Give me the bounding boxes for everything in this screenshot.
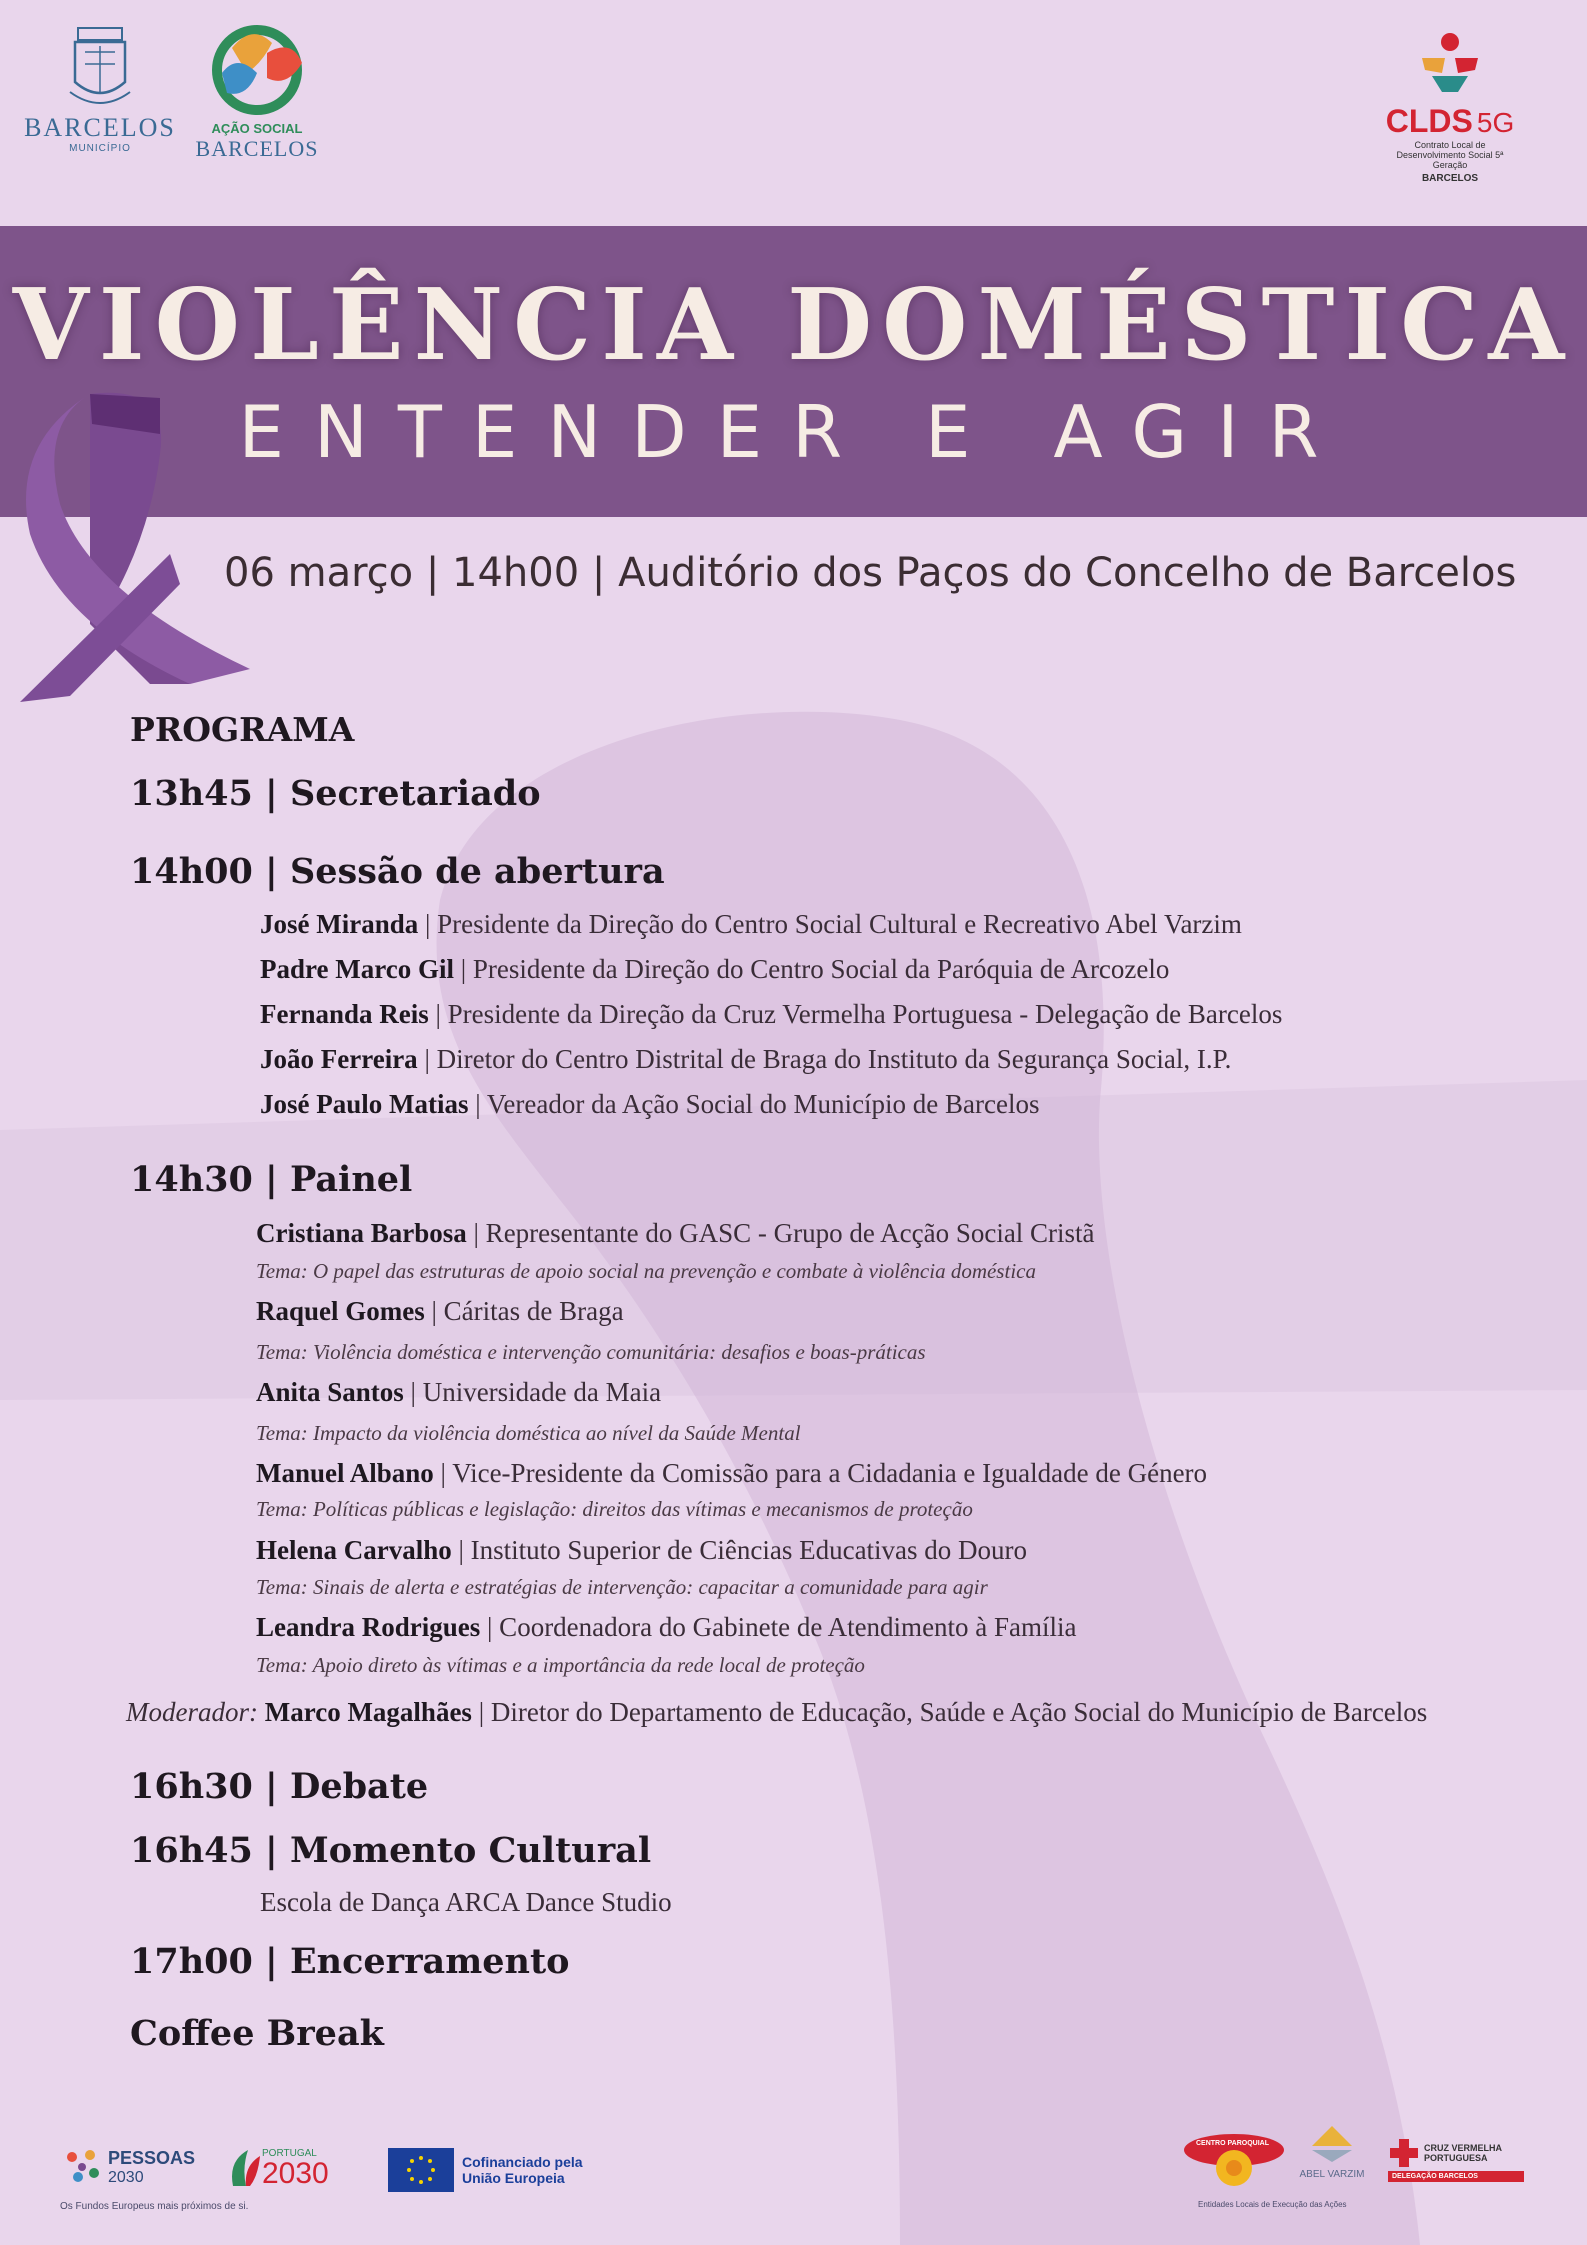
event-info: 06 março | 14h00 | Auditório dos Paços do Concelho de Barcelos <box>224 550 1517 596</box>
abertura-speaker: José Paulo Matias | Vereador da Ação Social do Município de Barcelos <box>260 1089 1040 1119</box>
painel-speaker: Manuel Albano | Vice-Presidente da Comissão para a Cidadania e Igualdade de Género <box>256 1458 1208 1488</box>
eu-text-2: União Europeia <box>462 2170 565 2186</box>
schedule-debate: 16h30 | Debate <box>130 1766 429 1807</box>
schedule-coffee: Coffee Break <box>130 2013 384 2054</box>
main-title: VIOLÊNCIA DOMÉSTICA <box>12 268 1575 383</box>
abertura-speaker: Padre Marco Gil | Presidente da Direção do Centro Social da Paróquia de Arcozelo <box>260 954 1170 984</box>
abertura-speaker: Fernanda Reis | Presidente da Direção da Cruz Vermelha Portuguesa - Delegação de Barcelos <box>260 999 1283 1029</box>
program-title: PROGRAMA <box>130 710 355 749</box>
pessoas-year: 2030 <box>108 2168 144 2186</box>
centro-paroquial-logo <box>1182 2130 1292 2192</box>
clds-place: BARCELOS <box>1421 173 1479 184</box>
hands-heart-icon <box>192 18 322 118</box>
abel-varzim-icon <box>1307 2122 1357 2162</box>
eu-text-1: Cofinanciado pela <box>462 2154 583 2170</box>
clds-5g-logo <box>1370 28 1530 184</box>
portugal-leaf-icon <box>228 2146 262 2190</box>
acao-social-line2: BARCELOS <box>195 136 319 161</box>
clds-title: CLDS <box>1385 103 1473 139</box>
painel-tema: Tema: Sinais de alerta e estratégias de intervenção: capacitar a comunidade para agir <box>256 1575 988 1599</box>
acao-social-logo <box>192 18 322 163</box>
painel-tema: Tema: Violência doméstica e intervenção comunitária: desafios e boas-práticas <box>256 1340 926 1364</box>
schedule-cultural: 16h45 | Momento Cultural <box>130 1830 652 1871</box>
awareness-ribbon-icon <box>20 384 320 714</box>
painel-speaker: Helena Carvalho | Instituto Superior de Ciências Educativas do Douro <box>256 1535 1028 1565</box>
pessoas-title: PESSOAS <box>108 2147 196 2168</box>
acao-social-line1: AÇÃO SOCIAL <box>211 121 303 136</box>
painel-tema: Tema: Políticas públicas e legislação: direitos das vítimas e mecanismos de proteção <box>256 1497 973 1521</box>
moderator-line: Moderador: Marco Magalhães | Diretor do Departamento de Educação, Saúde e Ação Social do Município de Barcelos <box>126 1697 1428 1727</box>
pessoas-dots-icon <box>60 2145 104 2189</box>
abertura-speaker: João Ferreira | Diretor do Centro Distrital de Braga do Instituto da Segurança Social, I.P. <box>260 1044 1232 1074</box>
cruz-vermelha-text-1: CRUZ VERMELHA <box>1424 2143 1502 2153</box>
painel-tema: Tema: Apoio direto às vítimas e a importância da rede local de proteção <box>256 1653 865 1677</box>
cruz-vermelha-text-2: PORTUGUESA <box>1424 2153 1488 2163</box>
painel-tema: Tema: O papel das estruturas de apoio social na prevenção e combate à violência doméstica <box>256 1259 1036 1283</box>
schedule-secretariado: 13h45 | Secretariado <box>130 773 541 814</box>
eu-flag-icon <box>388 2148 454 2192</box>
barcelos-sub: MUNICÍPIO <box>69 143 131 154</box>
schedule-painel: 14h30 | Painel <box>130 1159 413 1200</box>
abertura-speaker: José Miranda | Presidente da Direção do Centro Social Cultural e Recreativo Abel Varzim <box>260 909 1242 939</box>
clds-sub: Contrato Local de Desenvolvimento Social 5ª Geração <box>1396 140 1504 170</box>
portugal-year: 2030 <box>262 2156 329 2190</box>
schedule-abertura: 14h00 | Sessão de abertura <box>130 851 665 892</box>
cultural-detail: Escola de Dança ARCA Dance Studio <box>260 1887 672 1917</box>
entidades-text: Entidades Locais de Execução das Ações <box>1198 2200 1347 2209</box>
painel-speaker: Leandra Rodrigues | Coordenadora do Gabinete de Atendimento à Família <box>256 1612 1077 1642</box>
portugal-title: PORTUGAL <box>262 2147 317 2159</box>
clds-gen: 5G <box>1476 107 1515 138</box>
fundos-text: Os Fundos Europeus mais próximos de si. <box>60 2201 249 2212</box>
painel-speaker: Anita Santos | Universidade da Maia <box>256 1377 662 1407</box>
barcelos-name: BARCELOS <box>24 113 176 142</box>
delegacao-text: DELEGAÇÃO BARCELOS <box>1388 2171 1524 2182</box>
portugal-2030-logo <box>228 2146 358 2190</box>
cruz-vermelha-logo <box>1388 2137 1528 2182</box>
painel-speaker: Cristiana Barbosa | Representante do GASC - Grupo de Acção Social Cristã <box>256 1218 1095 1248</box>
abel-varzim-text: ABEL VARZIM <box>1299 2169 1365 2180</box>
clds-people-icon <box>1370 28 1530 98</box>
centro-paroquial-text: CENTRO PAROQUIAL <box>1196 2140 1269 2147</box>
sub-title: ENTENDER E AGIR <box>238 390 1349 474</box>
red-cross-icon <box>1388 2137 1420 2169</box>
coat-of-arms-icon <box>20 22 180 112</box>
painel-speaker: Raquel Gomes | Cáritas de Braga <box>256 1296 624 1326</box>
abel-varzim-logo <box>1292 2122 1372 2180</box>
eu-cofinanced-logo <box>388 2148 608 2192</box>
schedule-encerramento: 17h00 | Encerramento <box>130 1941 570 1982</box>
painel-tema: Tema: Impacto da violência doméstica ao nível da Saúde Mental <box>256 1421 801 1445</box>
barcelos-municipio-logo <box>20 22 180 162</box>
